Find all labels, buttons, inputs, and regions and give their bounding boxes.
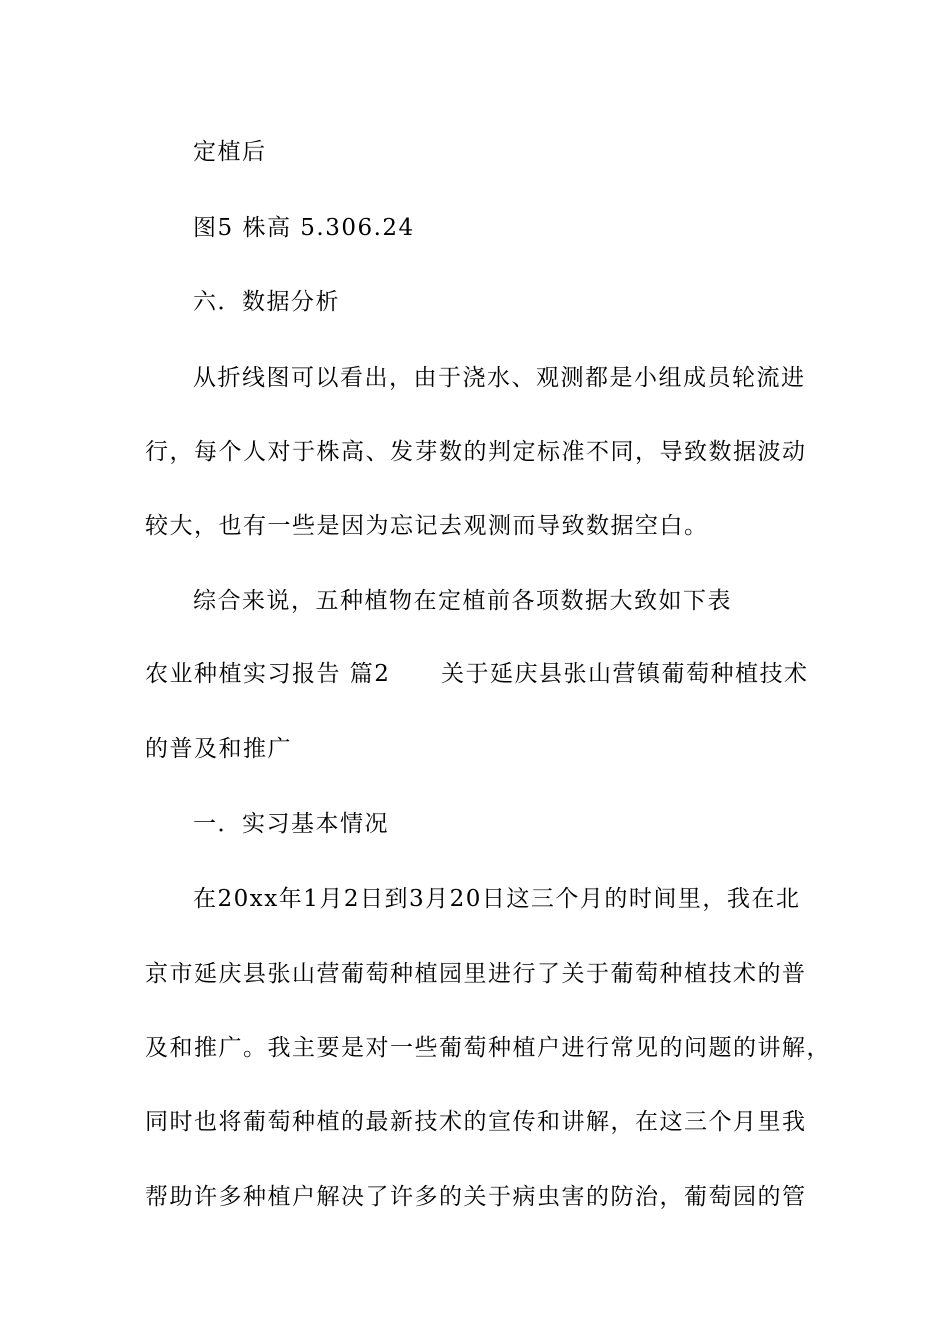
paragraph-line: 京市延庆县张山营葡萄种植园里进行了关于葡萄种植技术的普 <box>145 961 807 987</box>
paragraph-line: 从折线图可以看出，由于浇水、观测都是小组成员轮流进 <box>193 365 806 391</box>
section-heading: 六．数据分析 <box>193 289 340 315</box>
paragraph-line: 同时也将葡萄种植的最新技术的宣传和讲解，在这三个月里我 <box>145 1109 807 1135</box>
report-title-left: 农业种植实习报告 篇2 <box>145 661 391 687</box>
paragraph-line: 帮助许多种植户解决了许多的关于病虫害的防治，葡萄园的管 <box>145 1184 807 1210</box>
paragraph-line: 在20xx年1月2日到3月20日这三个月的时间里，我在北 <box>193 886 801 912</box>
paragraph-line: 较大，也有一些是因为忘记去观测而导致数据空白。 <box>145 513 709 539</box>
paragraph-line: 行，每个人对于株高、发芽数的判定标准不同，导致数据波动 <box>145 439 807 465</box>
section-heading: 一．实习基本情况 <box>193 811 389 837</box>
paragraph-line: 综合来说，五种植物在定植前各项数据大致如下表 <box>193 588 732 614</box>
caption-line: 定植后 <box>193 139 267 165</box>
report-title-continuation: 的普及和推广 <box>145 736 292 762</box>
report-title-right: 关于延庆县张山营镇葡萄种植技术 <box>441 661 809 687</box>
paragraph-line: 及和推广。我主要是对一些葡萄种植户进行常见的问题的讲解， <box>145 1035 831 1061</box>
figure-caption: 图5 株高 5.306.24 <box>193 215 415 241</box>
